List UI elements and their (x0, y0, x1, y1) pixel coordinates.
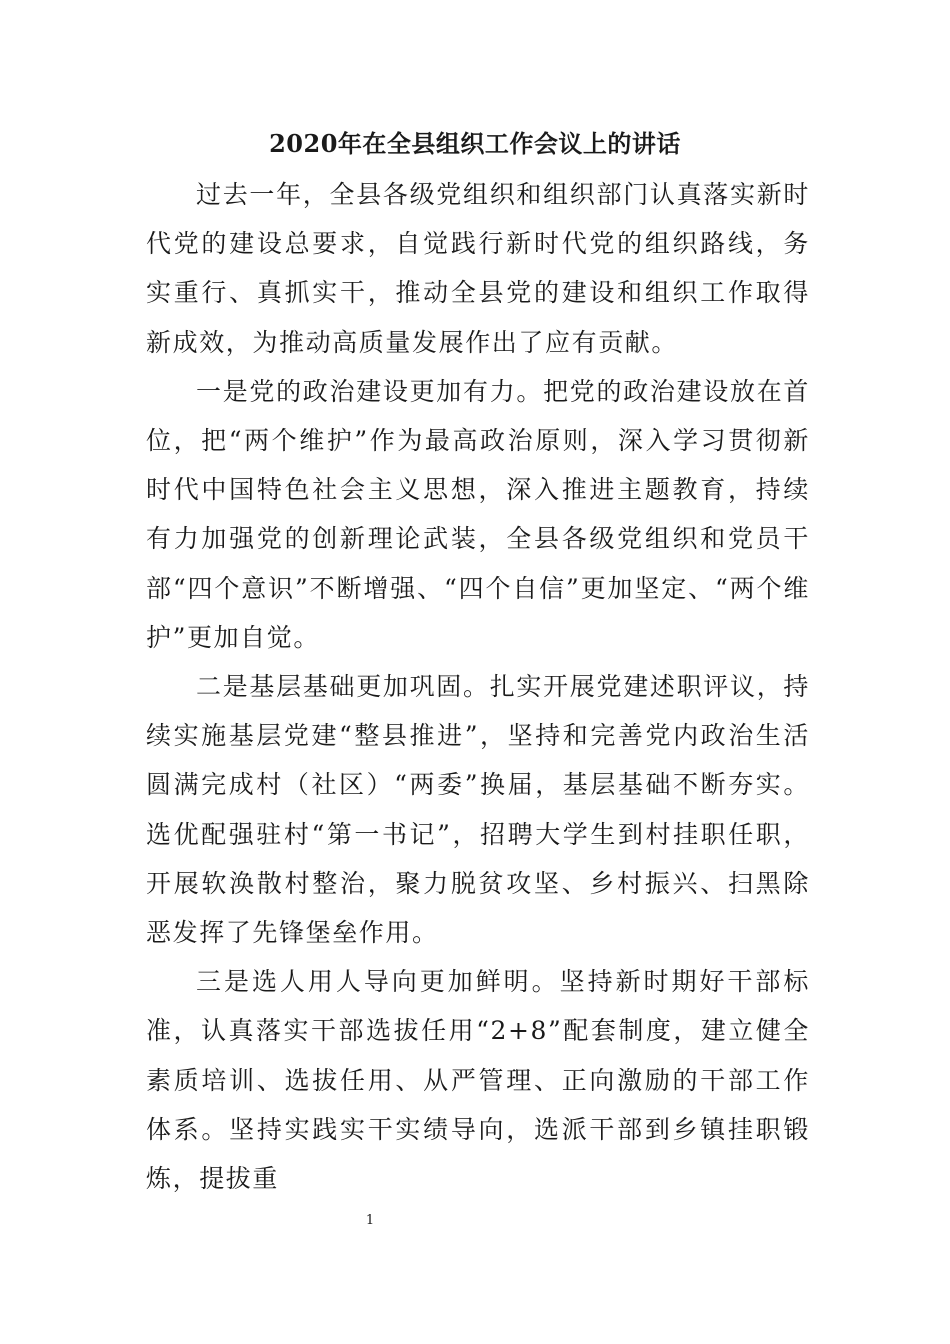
paragraph-grassroots: 二是基层基础更加巩固。扎实开展党建述职评议，持续实施基层党建“整县推进”，坚持和完善党内政治生活圆满完成村（社区）“两委”换届，基层基础不断夯实。选优配强驻村“第一书记”，招聘大学生到村挂职任职，开展软涣散村整治，聚力脱贫攻坚、乡村振兴、扫黑除恶发挥了先锋堡垒作用。 (146, 672, 810, 948)
document-title: 2020年在全县组织工作会议上的讲话 (269, 129, 681, 158)
paragraph-political-building: 一是党的政治建设更加有力。把党的政治建设放在首位，把“两个维护”作为最高政治原则，深入学习贯彻新时代中国特色社会主义思想，深入推进主题教育，持续有力加强党的创新理论武装，全县各级党组织和党员干部“四个意识”不断增强、“四个自信”更加坚定、“两个维护”更加自觉。 (146, 376, 810, 652)
paragraph-cadre-selection: 三是选人用人导向更加鲜明。坚持新时期好干部标准，认真落实干部选拔任用“2+8”配套制度，建立健全素质培训、选拔任用、从严管理、正向激励的干部工作体系。坚持实践实干实绩导向，选派干部到乡镇挂职锻炼，提拔重 (146, 967, 810, 1194)
page-number: 1 (365, 1213, 375, 1228)
document-body (146, 170, 810, 1203)
paragraph-intro: 过去一年，全县各级党组织和组织部门认真落实新时代党的建设总要求，自觉践行新时代党的组织路线，务实重行、真抓实干，推动全县党的建设和组织工作取得新成效，为推动高质量发展作出了应有贡献。 (146, 180, 810, 357)
